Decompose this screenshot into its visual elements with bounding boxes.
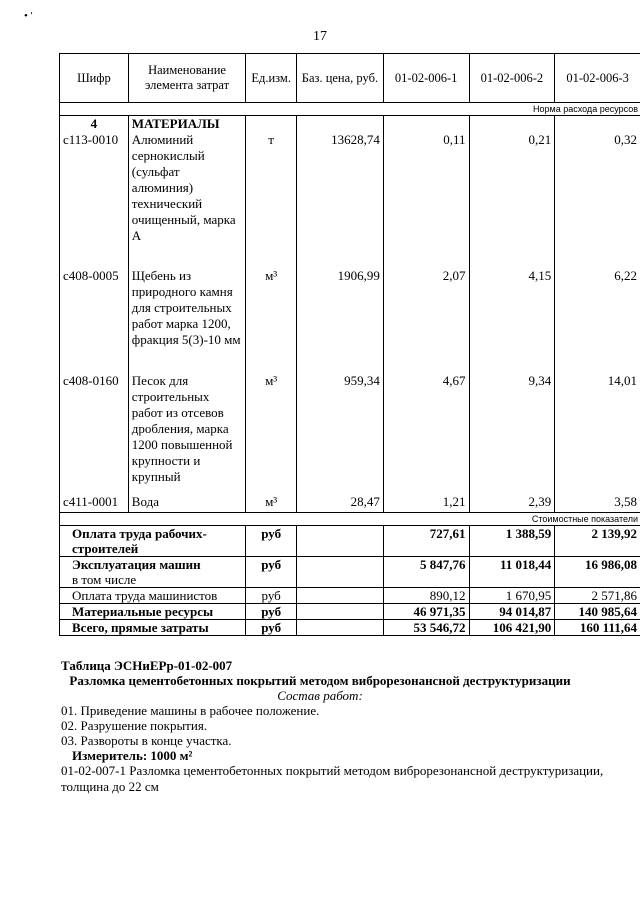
header-unit: Ед.изм. <box>246 54 297 103</box>
cost-label: Стоимостные показатели <box>60 512 640 525</box>
row-name: Песок для строительных работ из отсевов дробления, марка 1200 повышенной крупности и крупный <box>128 373 245 494</box>
cost-v3: 140 985,64 <box>555 603 640 619</box>
cost-v3: 16 986,08 <box>555 556 640 587</box>
row-v2: 4,15 <box>469 268 555 373</box>
row-code: с113-0010 <box>60 132 129 268</box>
page-number: 17 <box>313 29 327 44</box>
cost-v1: 53 546,72 <box>383 619 469 635</box>
works-label: Состав работ: <box>277 688 363 703</box>
cost-name-group <box>60 556 246 587</box>
row-price: 28,47 <box>297 494 384 512</box>
cost-v2: 11 018,44 <box>469 556 555 587</box>
table-row <box>60 373 640 494</box>
cost-v2: 1 670,95 <box>469 587 555 603</box>
section-row <box>60 116 640 133</box>
row-v3: 0,32 <box>555 132 640 268</box>
work-item: 02. Разрушение покрытия. <box>61 718 208 733</box>
row-v3: 6,22 <box>555 268 640 373</box>
cost-row <box>60 587 640 603</box>
header-col2: 01-02-006-2 <box>469 54 555 103</box>
cost-v2: 94 014,87 <box>469 603 555 619</box>
table-header-row <box>60 54 640 103</box>
cost-v1: 727,61 <box>383 525 469 556</box>
section-title: МАТЕРИАЛЫ <box>128 116 245 133</box>
row-name: Алюминий сернокислый (сульфат алюминия) технический очищенный, марка А <box>128 132 245 268</box>
cost-row <box>60 603 640 619</box>
row-unit: т <box>246 132 297 268</box>
row-name: Вода <box>128 494 245 512</box>
row-name: Щебень из природного камня для строительных работ марка 1200, фракция 5(3)-10 мм <box>128 268 245 373</box>
cost-name: Эксплуатация машин <box>72 556 201 572</box>
cost-unit: руб <box>246 587 297 603</box>
row-unit: м³ <box>246 373 297 494</box>
row-price: 1906,99 <box>297 268 384 373</box>
row-v3: 14,01 <box>555 373 640 494</box>
row-unit: м³ <box>246 494 297 512</box>
cost-name: Оплата труда машинистов <box>60 587 246 603</box>
header-col3: 01-02-006-3 <box>555 54 640 103</box>
row-price: 13628,74 <box>297 132 384 268</box>
work-item: 01. Приведение машины в рабочее положение. <box>61 703 320 718</box>
cost-v3: 2 139,92 <box>555 525 640 556</box>
section-heading: Разломка цементобетонных покрытий методом виброрезонансной деструктуризации <box>69 673 571 688</box>
corner-marks: • ' <box>24 10 33 22</box>
row-v2: 9,34 <box>469 373 555 494</box>
row-v1: 2,07 <box>383 268 469 373</box>
row-v2: 0,21 <box>469 132 555 268</box>
cost-row <box>60 619 640 635</box>
cost-unit: руб <box>246 525 297 556</box>
table-row <box>60 132 640 268</box>
row-v1: 1,21 <box>383 494 469 512</box>
header-code: Шифр <box>60 54 129 103</box>
cost-v2: 1 388,59 <box>469 525 555 556</box>
cost-label-row <box>60 512 640 525</box>
table-title: Таблица ЭСНиЕРр-01-02-007 <box>61 658 233 673</box>
norm-row <box>60 103 640 116</box>
table-row <box>60 494 640 512</box>
row-code: с408-0005 <box>60 268 129 373</box>
cost-v1: 5 847,76 <box>383 556 469 587</box>
norm-label: Норма расхода ресурсов <box>60 103 640 116</box>
meter-label: Измеритель: 1000 м² <box>72 748 193 763</box>
row-v3: 3,58 <box>555 494 640 512</box>
cost-name: Всего, прямые затраты <box>60 619 246 635</box>
cost-v1: 890,12 <box>383 587 469 603</box>
row-price: 959,34 <box>297 373 384 494</box>
table-row <box>60 268 640 373</box>
section-number: 4 <box>60 116 129 133</box>
header-price: Баз. цена, руб. <box>297 54 384 103</box>
cost-name: Материальные ресурсы <box>60 603 246 619</box>
cost-unit: руб <box>246 556 297 587</box>
row-v1: 0,11 <box>383 132 469 268</box>
cost-name: Оплата труда рабочих-строителей <box>60 525 246 556</box>
cost-v2: 106 421,90 <box>469 619 555 635</box>
cost-row <box>60 525 640 556</box>
cost-row <box>60 556 640 587</box>
cost-unit: руб <box>246 619 297 635</box>
cost-subtitle: в том числе <box>72 571 137 587</box>
header-col1: 01-02-006-1 <box>383 54 469 103</box>
resource-table <box>59 53 640 636</box>
cost-unit: руб <box>246 603 297 619</box>
cost-v3: 160 111,64 <box>555 619 640 635</box>
work-item: 03. Развороты в конце участка. <box>61 733 232 748</box>
header-name: Наименование элемента затрат <box>128 54 245 103</box>
description: 01-02-007-1 Разломка цементобетонных покрытий методом виброрезонансной деструктуризации, толщина до 22 см <box>61 763 604 794</box>
cost-v1: 46 971,35 <box>383 603 469 619</box>
row-v1: 4,67 <box>383 373 469 494</box>
row-code: с408-0160 <box>60 373 129 494</box>
row-code: с411-0001 <box>60 494 129 512</box>
row-unit: м³ <box>246 268 297 373</box>
row-v2: 2,39 <box>469 494 555 512</box>
cost-v3: 2 571,86 <box>555 587 640 603</box>
